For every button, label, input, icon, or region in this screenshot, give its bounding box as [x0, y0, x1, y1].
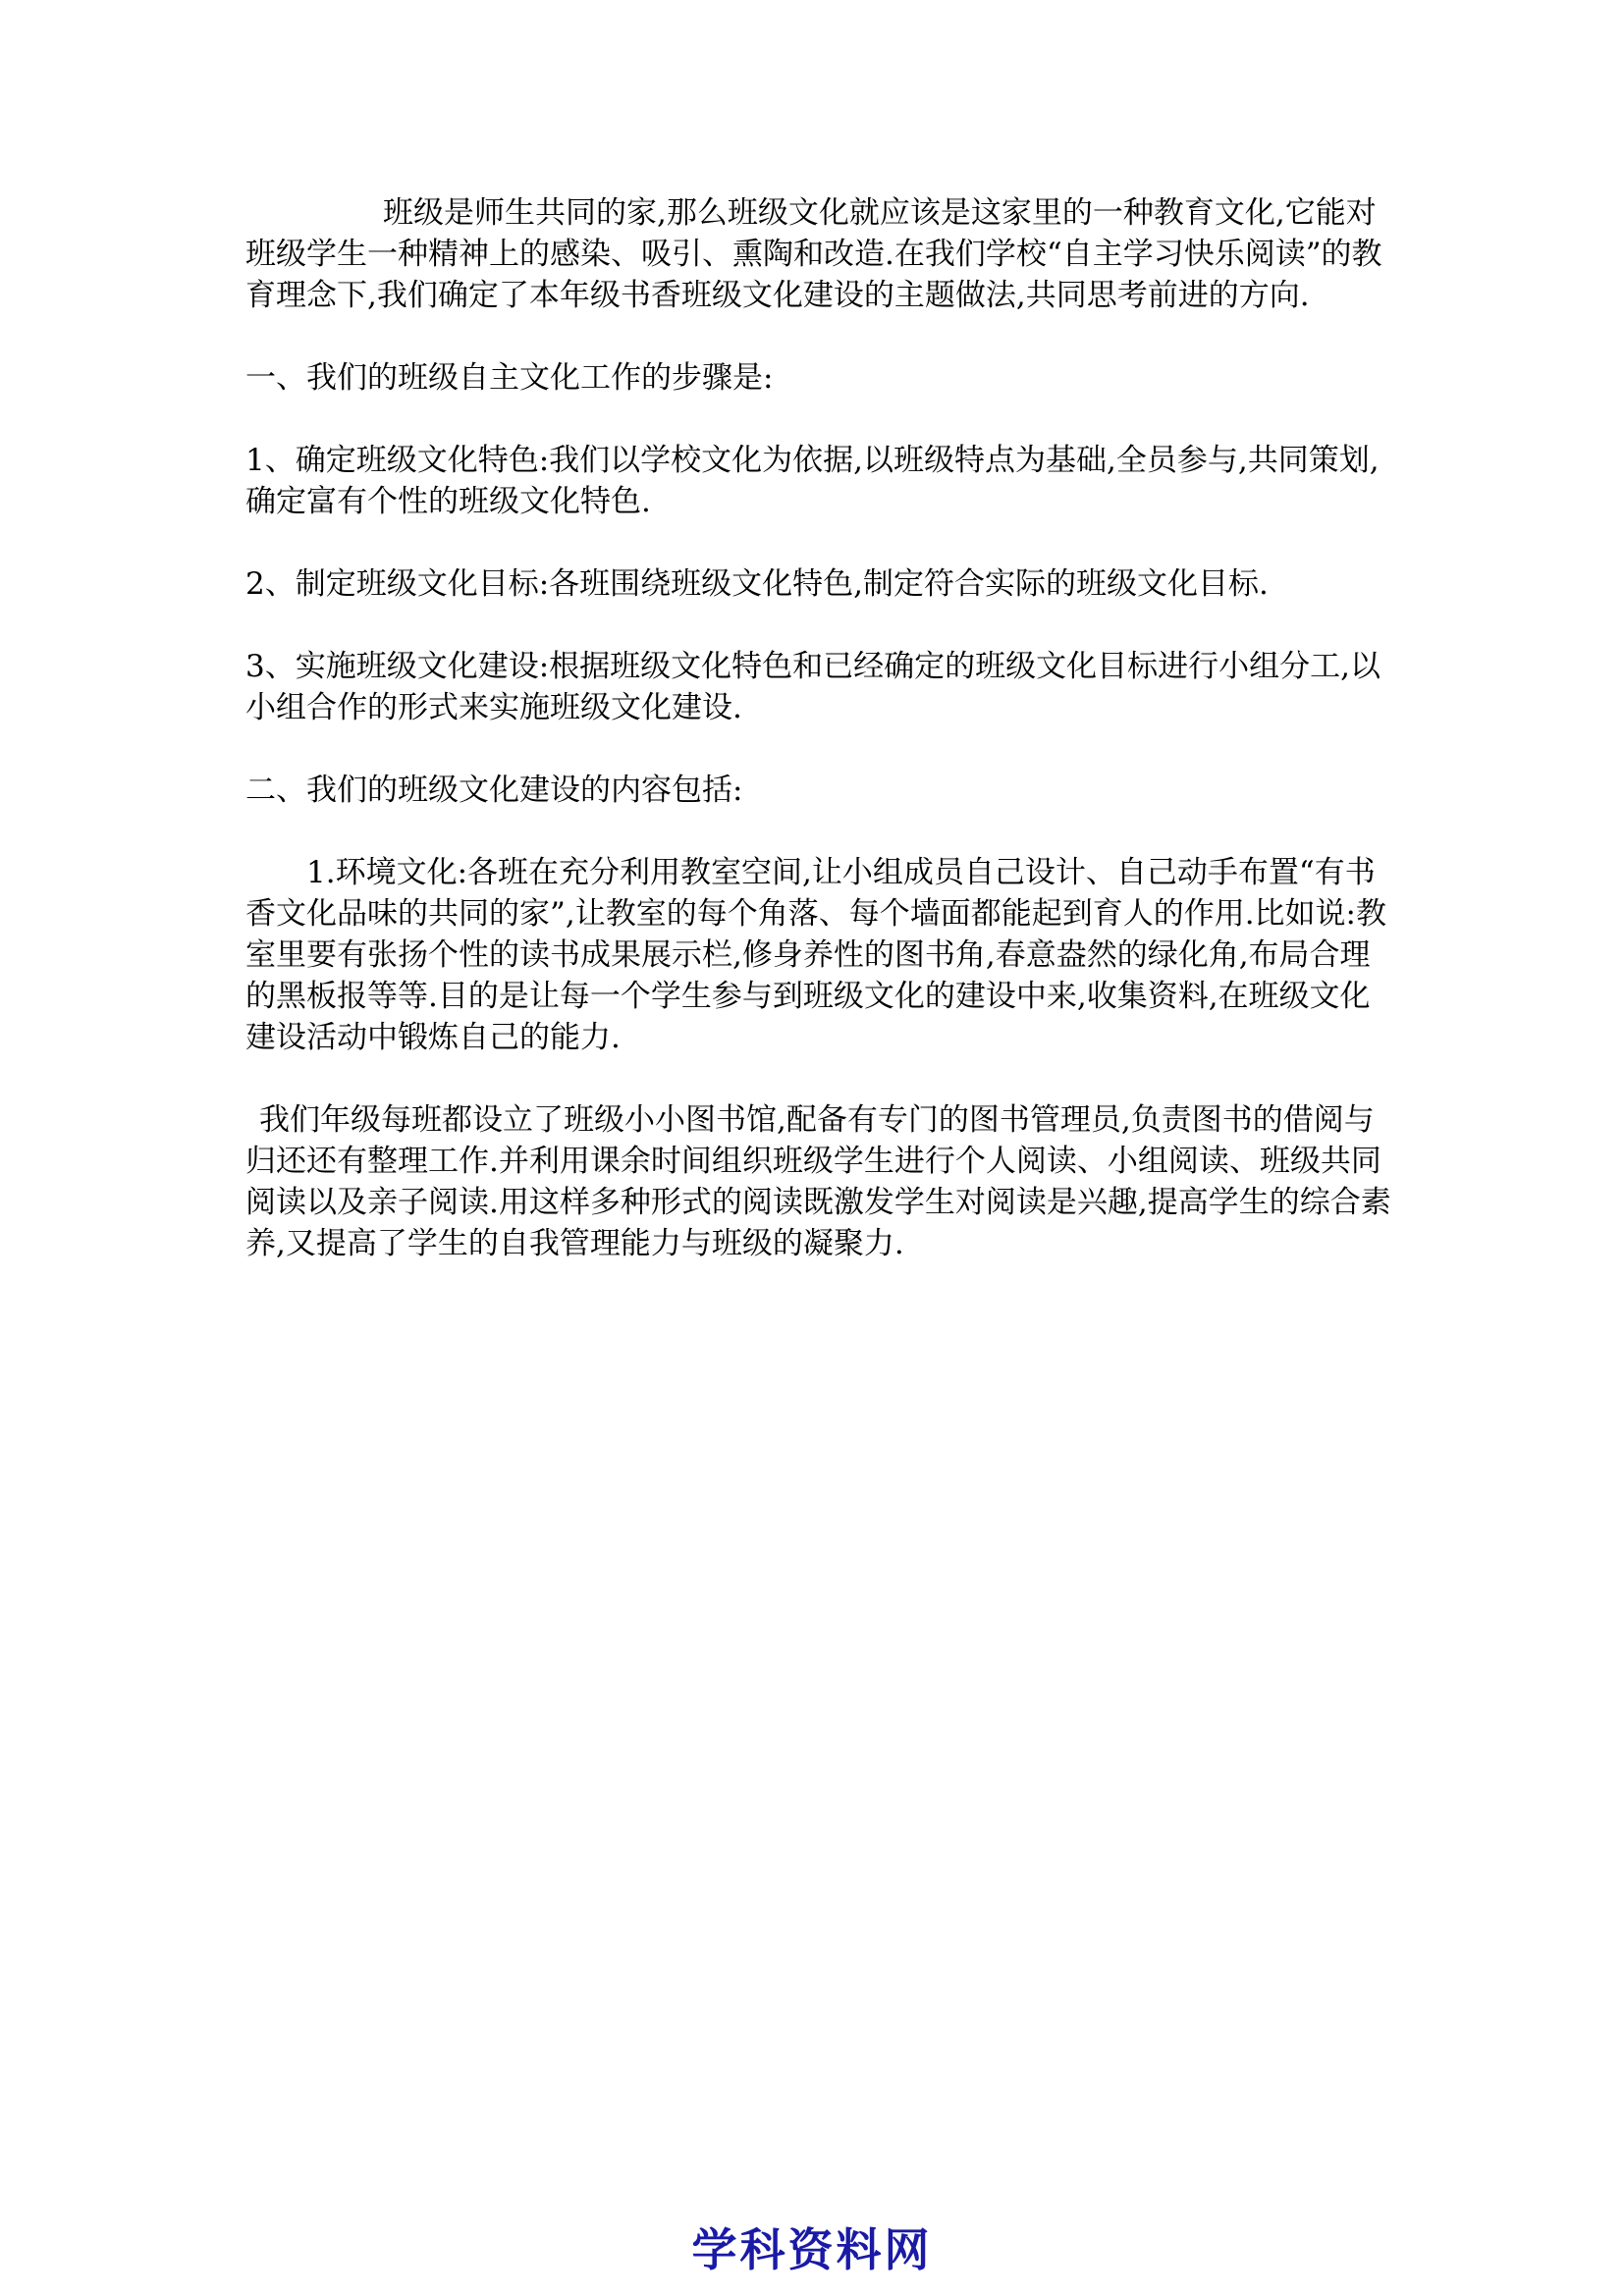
step-2-paragraph: 2、制定班级文化目标:各班围绕班级文化特色,制定符合实际的班级文化目标.: [245, 566, 1269, 602]
document-body: [245, 192, 1394, 1306]
footer-watermark: 学科资料网: [691, 2223, 933, 2276]
section-2-heading: 二、我们的班级文化建设的内容包括:: [245, 773, 743, 808]
content-2-paragraph: 我们年级每班都设立了班级小小图书馆,配备有专门的图书管理员,负责图书的借阅与归还还有整理工作.并利用课余时间组织班级学生进行个人阅读、小组阅读、班级共同阅读以及亲子阅读.用这样多种形式的阅读既激发学生对阅读是兴趣,提高学生的综合素养,又提高了学生的自我管理能力与班级的凝聚力.: [245, 1102, 1391, 1261]
step-3-paragraph: 3、实施班级文化建设:根据班级文化特色和已经确定的班级文化目标进行小组分工,以小组合作的形式来实施班级文化建设.: [245, 649, 1381, 725]
section-1-heading: 一、我们的班级自主文化工作的步骤是:: [245, 360, 774, 396]
intro-paragraph: 班级是师生共同的家,那么班级文化就应该是这家里的一种教育文化,它能对班级学生一种精神上的感染、吸引、熏陶和改造.在我们学校“自主学习快乐阅读”的教育理念下,我们确定了本年级书香班级文化建设的主题做法,共同思考前进的方向.: [245, 195, 1382, 313]
step-1-paragraph: 1、确定班级文化特色:我们以学校文化为依据,以班级特点为基础,全员参与,共同策划,确定富有个性的班级文化特色.: [245, 443, 1380, 519]
content-1-paragraph: 1.环境文化:各班在充分利用教室空间,让小组成员自己设计、自己动手布置“有书香文化品味的共同的家”,让教室的每个角落、每个墙面都能起到育人的作用.比如说:教室里要有张扬个性的读书成果展示栏,修身养性的图书角,春意盎然的绿化角,布局合理的黑板报等等.目的是让每一个学生参与到班级文化的建设中来,收集资料,在班级文化建设活动中锻炼自己的能力.: [245, 855, 1386, 1055]
